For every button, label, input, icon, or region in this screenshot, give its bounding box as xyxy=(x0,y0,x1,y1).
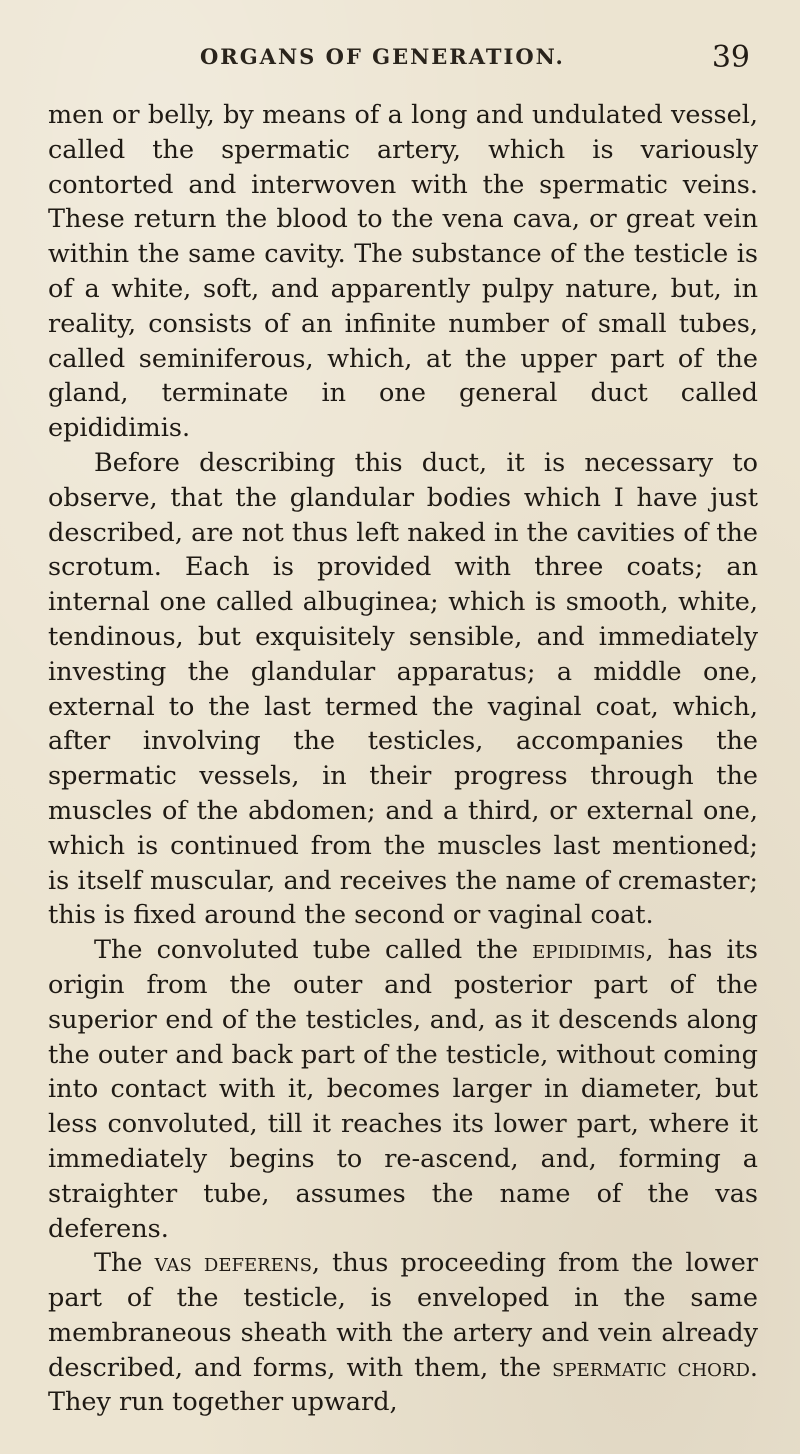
paragraph-4-middle: , thus proceeding from the lower part of the testicle, is enveloped in the same membraneous sheath with the artery and vein already described, and forms, with them, the xyxy=(48,1248,759,1383)
term-vas-deferens: vas deferens xyxy=(154,1248,312,1279)
paragraph-3-rest: , has its origin from the outer and posterior part of the superior end of the testicles, and, as it descends along the outer and back part of the testicle, without coming into contact with it, becomes larger in diameter, but less convoluted, till it reaches its lower part, where it immediately begins to re-ascend, and, forming a straighter tube, assumes the name of the vas deferens. xyxy=(48,935,758,1244)
paragraph-3 xyxy=(48,933,758,1246)
paragraph-1: men or belly, by means of a long and undulated vessel, called the spermatic artery, which is variously contorted and interwoven with the spermatic veins. These return the blood to the vena cava, or great vein within the same cavity. The substance of the testicle is of a white, soft, and apparently pulpy nature, but, in reality, consists of an infinite number of small tubes, called seminiferous, which, at the upper part of the gland, terminate in one general duct called epididimis. xyxy=(48,100,758,444)
body-text xyxy=(48,98,758,1420)
paragraph-4-lead: The xyxy=(94,1248,155,1279)
page-number: 39 xyxy=(711,40,750,75)
paragraph-4-rest: . They run together upward, xyxy=(48,1352,758,1418)
page-header xyxy=(120,40,750,80)
paragraph-2: Before describing this duct, it is necessary to observe, that the glandular bodies which I have just described, are not thus left naked in the cavities of the scrotum. Each is provided with three coats; an internal one called albuginea; which is smooth, white, tendinous, but exquisitely sensible, and immediately investing the glandular apparatus; a middle one, external to the last termed the vaginal coat, which, after involving the testicles, accompanies the spermatic vessels, in their progress through the muscles of the abdomen; and a third, or external one, which is continued from the muscles last mentioned; is itself muscular, and receives the name of cremaster; this is fixed around the second or vaginal coat. xyxy=(48,447,758,931)
running-head: ORGANS OF GENERATION. xyxy=(200,44,565,69)
term-spermatic-chord: spermatic chord xyxy=(552,1352,750,1383)
term-epididimis: epididimis xyxy=(532,935,646,966)
paragraph-3-lead: The convoluted tube called the xyxy=(94,935,533,966)
paragraph-4 xyxy=(48,1246,758,1420)
